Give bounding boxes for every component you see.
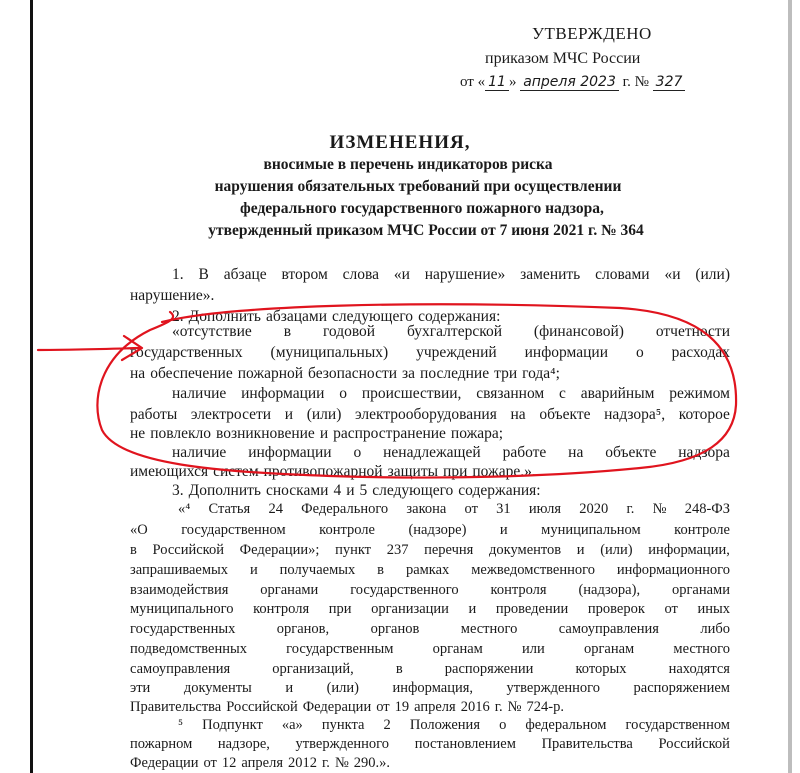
scan-left-edge (30, 0, 33, 773)
title-line-4: утвержденный приказом МЧС России от 7 июня 2021 г. № 364 (208, 222, 644, 239)
body-line: ⁵ Подпункт «а» пункта 2 Положения о федеральном государственном (178, 717, 730, 733)
order-number: 327 (653, 74, 686, 91)
body-line: самоуправления организаций, в распоряжении которых находятся (130, 661, 730, 677)
body-line: 1. В абзаце втором слова «и нарушение» заменить словами «и (или) (172, 266, 730, 283)
body-line: государственных органов, органов местного самоуправления либо (130, 621, 730, 637)
date-month: апреля 2023 (520, 74, 619, 91)
body-line: «отсутствие в годовой бухгалтерской (финансовой) отчетности (172, 323, 730, 340)
body-line: муниципального контроля при организации и проведении проверок от иных (130, 601, 730, 617)
title-line-1: вносимые в перечень индикаторов риска (263, 156, 553, 173)
body-line: имеющихся систем противопожарной защиты при пожаре.». (130, 463, 536, 480)
approval-order: приказом МЧС России (485, 50, 641, 67)
body-line: в Российской Федерации»; пункт 237 перечня документов и (или) информации, (130, 542, 730, 558)
body-line: государственных (муниципальных) учреждений информации о расходах (130, 344, 730, 361)
body-line: наличие информации о происшествии, связанном с аварийным режимом (172, 385, 730, 402)
body-line: взаимодействия органами государственного контроля (надзора), органами (130, 582, 730, 598)
body-line: «⁴ Статья 24 Федерального закона от 31 июля 2020 г. № 248-ФЗ (178, 501, 730, 517)
title-line-2: нарушения обязательных требований при осуществлении (214, 178, 622, 195)
body-line: эти документы и (или) информация, утвержденного распоряжением (130, 680, 730, 696)
body-line: подведомственных государственным органам или органам местного (130, 641, 730, 657)
number-prefix: г. № (622, 74, 649, 90)
date-close: » (508, 74, 517, 90)
arrow-line (38, 348, 140, 350)
body-line: 2. Дополнить абзацами следующего содержания: (172, 308, 501, 325)
body-line: работы электросети и (или) электрооборудования на объекте надзора⁵, которое (130, 406, 730, 423)
scan-right-edge (788, 0, 792, 773)
body-line: Федерации от 12 апреля 2012 г. № 290.». (130, 755, 391, 771)
body-line: на обеспечение пожарной безопасности за последние три года⁴; (130, 365, 560, 382)
body-line: пожарном надзоре, утвержденного постановлением Правительства Российской (130, 736, 730, 752)
approval-title: УТВЕРЖДЕНО (532, 24, 652, 43)
date-day: 11 (485, 74, 509, 91)
body-line: наличие информации о ненадлежащей работе на объекте надзора (172, 444, 730, 461)
body-line: нарушение». (130, 287, 215, 304)
body-line: не повлекло возникновение и распространение пожара; (130, 425, 504, 442)
date-prefix: от « (460, 74, 486, 90)
title-line-3: федерального государственного пожарного надзора, (240, 200, 604, 217)
body-line: запрашиваемых и получаемых в рамках межведомственного информационного (130, 562, 730, 578)
body-line: «О государственном контроле (надзоре) и муниципальном контроле (130, 522, 730, 538)
body-line: 3. Дополнить сносками 4 и 5 следующего содержания: (172, 482, 541, 499)
approval-date (460, 74, 685, 91)
document-title: ИЗМЕНЕНИЯ, (329, 132, 471, 153)
body-line: Правительства Российской Федерации от 19 апреля 2016 г. № 724-р. (130, 699, 564, 715)
